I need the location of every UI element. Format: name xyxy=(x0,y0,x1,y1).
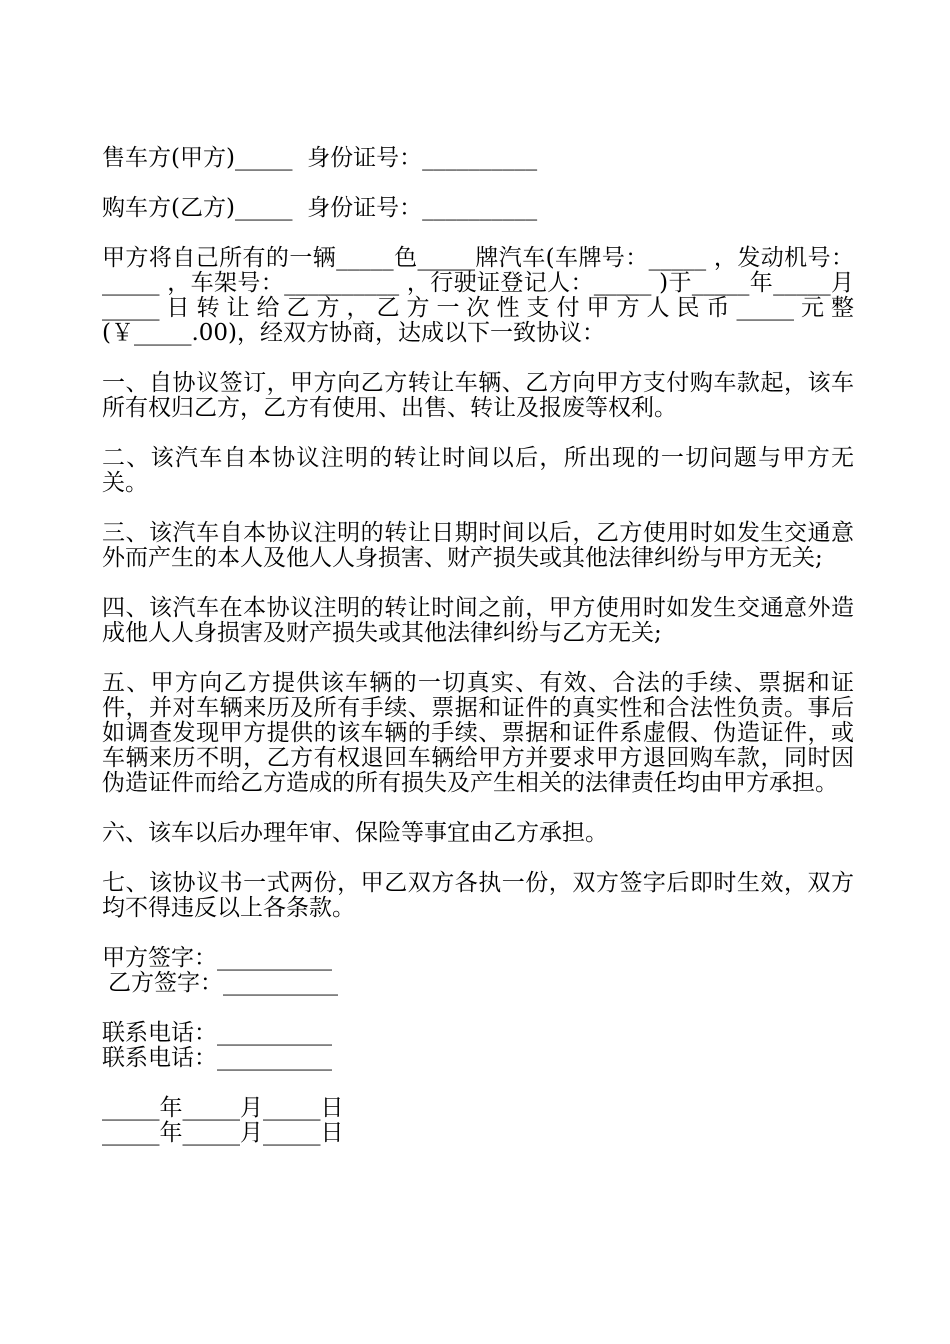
spacer xyxy=(102,421,854,446)
buyer-line: 购车方(乙方)_____ 身份证号：__________ xyxy=(102,195,538,221)
clause-1: 一、自协议签订，甲方向乙方转让车辆、乙方向甲方支付购车款起，该车所有权归乙方，乙方有使用、出售、转让及报废等权利。 xyxy=(102,370,854,421)
party-b-date: _____年_____月_____日 xyxy=(102,1120,344,1146)
spacer xyxy=(102,221,854,246)
spacer xyxy=(102,846,854,871)
clause-6: 六、该车以后办理年审、保险等事宜由乙方承担。 xyxy=(102,820,608,846)
party-a-signature: 甲方签字：__________ xyxy=(102,945,332,971)
party-b-signature: 乙方签字：__________ xyxy=(108,970,338,996)
clause-4: 四、该汽车在本协议注明的转让时间之前，甲方使用时如发生交通意外造成他人人身损害及财产损失或其他法律纠纷与乙方无关; xyxy=(102,595,854,646)
spacer xyxy=(102,646,854,671)
spacer xyxy=(102,346,854,371)
intro-paragraph: 甲方将自己所有的一辆_____色_____牌汽车(车牌号：_____ ，发动机号：_____ ，车架号：__________ ，行驶证登记人：_____ )于_____年_____月_____日转让给乙方，乙方一次性支付甲方人民币_____元整(￥_____.00)，经双方协商，达成以下一致协议： xyxy=(102,245,854,346)
clause-2: 二、该汽车自本协议注明的转让时间以后，所出现的一切问题与甲方无关。 xyxy=(102,445,854,496)
clause-5: 五、甲方向乙方提供该车辆的一切真实、有效、合法的手续、票据和证件，并对车辆来历及所有手续、票据和证件的真实性和合法性负责。事后如调查发现甲方提供的该车辆的手续、票据和证件系虚假、伪造证件，或车辆来历不明，乙方有权退回车辆给甲方并要求甲方退回购车款，同时因伪造证件而给乙方造成的所有损失及产生相关的法律责任均由甲方承担。 xyxy=(102,670,854,796)
spacer xyxy=(102,171,854,196)
spacer xyxy=(102,571,854,596)
party-a-date: _____年_____月_____日 xyxy=(102,1095,344,1121)
spacer xyxy=(102,796,854,821)
spacer xyxy=(102,1071,854,1096)
clause-3: 三、该汽车自本协议注明的转让日期时间以后，乙方使用时如发生交通意外而产生的本人及他人人身损害、财产损失或其他法律纠纷与甲方无关; xyxy=(102,520,854,571)
contract-document xyxy=(102,146,854,1146)
spacer xyxy=(102,496,854,521)
seller-line: 售车方(甲方)_____ 身份证号：__________ xyxy=(102,145,538,171)
party-a-phone: 联系电话：__________ xyxy=(102,1020,332,1046)
spacer xyxy=(102,996,854,1021)
party-b-phone: 联系电话：__________ xyxy=(102,1045,332,1071)
spacer xyxy=(102,921,854,946)
clause-7: 七、该协议书一式两份，甲乙双方各执一份，双方签字后即时生效，双方均不得违反以上各条款。 xyxy=(102,870,854,921)
